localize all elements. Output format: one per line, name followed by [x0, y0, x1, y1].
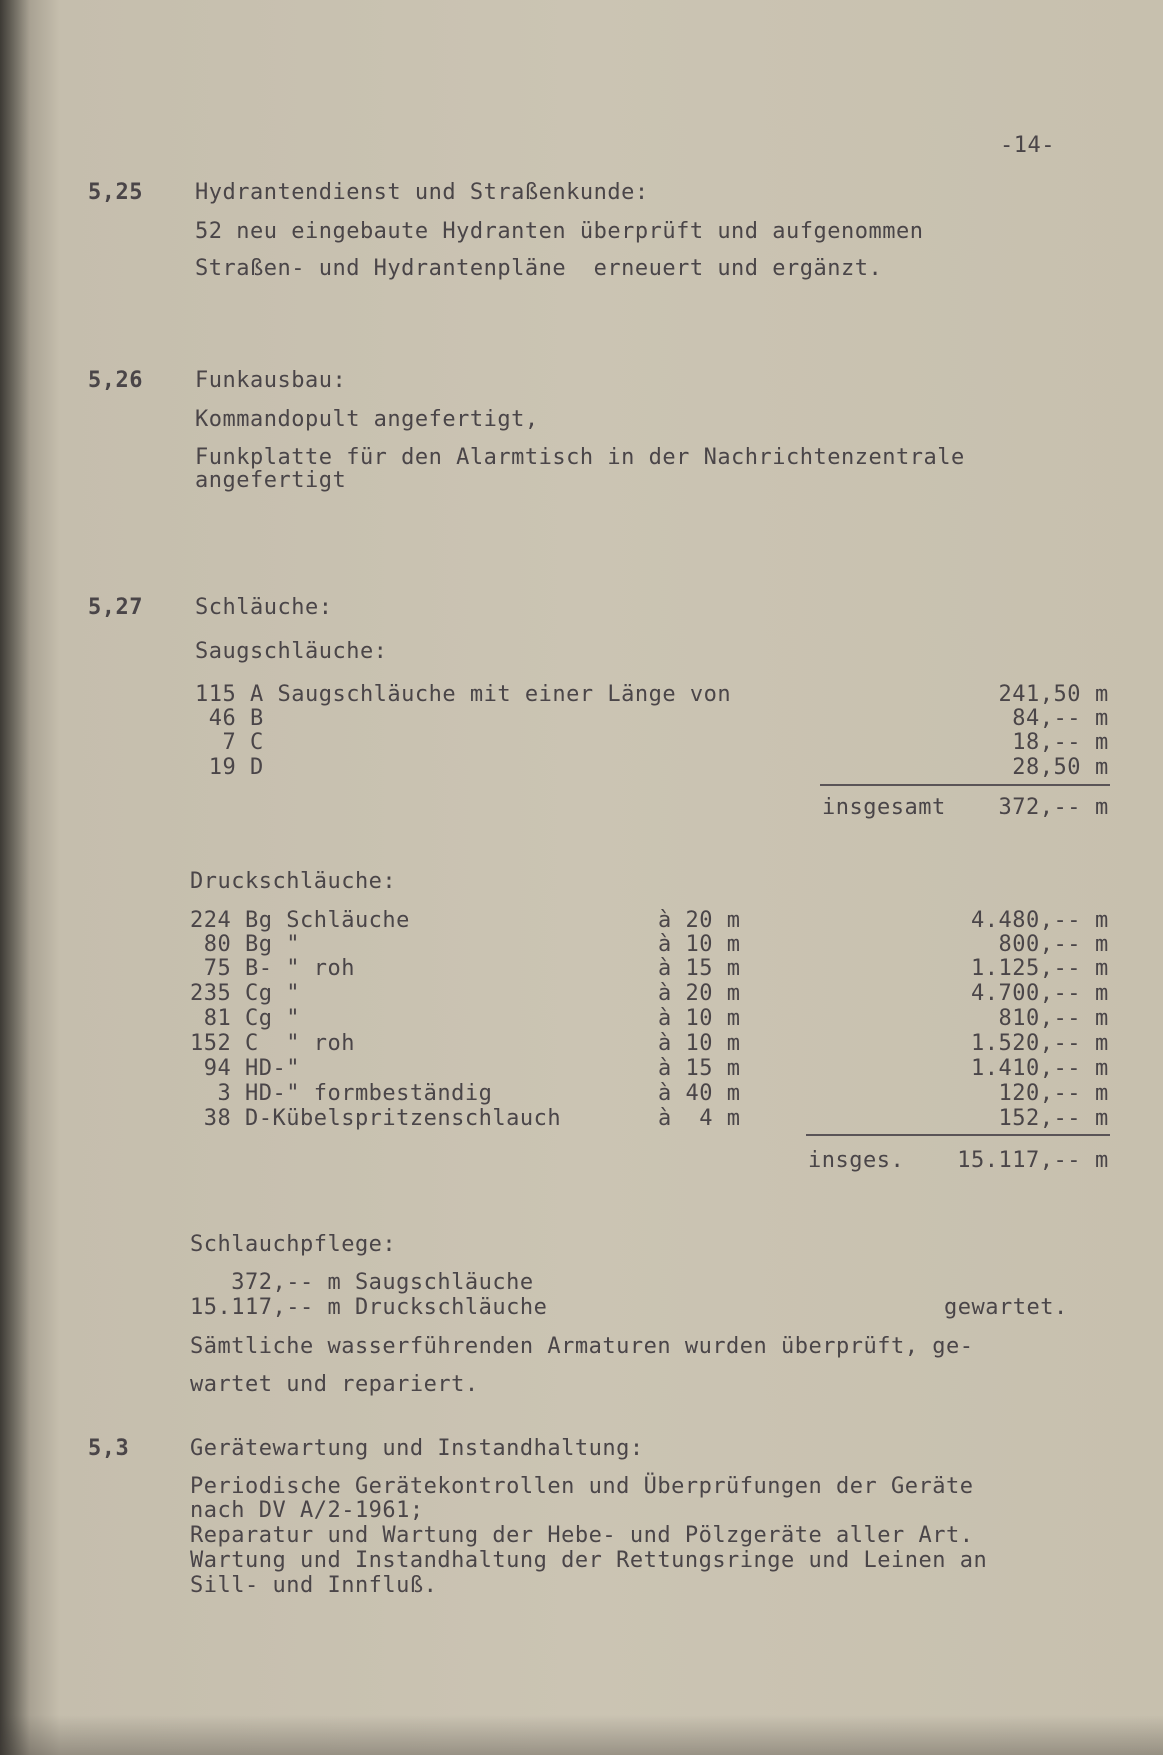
druck-row-amount: 1.410,--	[971, 1056, 1081, 1081]
druck-row-unit: m	[1095, 932, 1109, 957]
druck-row-unit: m	[1095, 1056, 1109, 1081]
saug-total-amount: 372,--	[998, 795, 1081, 820]
saug-row-amount: 18,--	[1012, 730, 1081, 755]
druck-row-amount: 152,--	[998, 1106, 1081, 1131]
section-number-5-3: 5,3	[88, 1436, 130, 1461]
druck-sum-line	[806, 1134, 1110, 1136]
section-number-5-26: 5,26	[88, 368, 143, 393]
section-heading-5-26: Funkausbau:	[195, 368, 347, 393]
druck-row-each: à 15 m	[658, 956, 741, 981]
druck-row-amount: 810,--	[998, 1006, 1081, 1031]
saug-total-label: insgesamt	[822, 795, 946, 820]
saug-row-unit: m	[1095, 755, 1109, 780]
druck-row-unit: m	[1095, 1106, 1109, 1131]
section-number-5-25: 5,25	[88, 180, 143, 205]
section-line: 52 neu eingebaute Hydranten überprüft und aufgenommen	[195, 219, 924, 244]
druck-total-amount: 15.117,--	[957, 1148, 1081, 1173]
druck-row-each: à 20 m	[658, 981, 741, 1006]
druck-row-amount: 4.480,--	[971, 908, 1081, 933]
druck-total-label: insges.	[808, 1148, 905, 1173]
section-line: Funkplatte für den Alarmtisch in der Nachrichtenzentrale	[195, 445, 965, 470]
saug-row-desc: 19 D	[195, 755, 264, 780]
section-line: Sill- und Innfluß.	[190, 1573, 438, 1598]
druck-row-unit: m	[1095, 1006, 1109, 1031]
druck-heading: Druckschläuche:	[190, 869, 397, 894]
pflege-line: 15.117,-- m Druckschläuche	[190, 1295, 548, 1320]
page-number: -14-	[1000, 133, 1055, 158]
section-line: angefertigt	[195, 468, 347, 493]
saug-row-amount: 241,50	[998, 682, 1081, 707]
saug-row-desc: 115 A Saugschläuche mit einer Länge von	[195, 682, 732, 707]
section-line: Reparatur und Wartung der Hebe- und Pölzgeräte aller Art.	[190, 1523, 974, 1548]
saug-row-unit: m	[1095, 682, 1109, 707]
druck-row-each: à 15 m	[658, 1056, 741, 1081]
druck-row-unit: m	[1095, 908, 1109, 933]
section-line: Straßen- und Hydrantenpläne erneuert und ergänzt.	[195, 256, 883, 281]
druck-row-each: à 40 m	[658, 1081, 741, 1106]
pflege-gewartet: gewartet.	[944, 1295, 1068, 1320]
section-line: nach DV A/2-1961;	[190, 1498, 424, 1523]
druck-row-desc: 75 B- " roh	[190, 956, 355, 981]
druck-row-amount: 800,--	[998, 932, 1081, 957]
druck-row-unit: m	[1095, 1031, 1109, 1056]
druck-row-each: à 10 m	[658, 1006, 741, 1031]
druck-row-desc: 94 HD-"	[190, 1056, 300, 1081]
section-line: Periodische Gerätekontrollen und Überprüfungen der Geräte	[190, 1474, 974, 1499]
druck-row-unit: m	[1095, 956, 1109, 981]
saug-total-unit: m	[1095, 795, 1109, 820]
druck-row-desc: 81 Cg "	[190, 1006, 300, 1031]
saug-row-amount: 84,--	[1012, 706, 1081, 731]
section-heading-5-25: Hydrantendienst und Straßenkunde:	[195, 180, 649, 205]
druck-row-each: à 10 m	[658, 1031, 741, 1056]
section-line: Kommandopult angefertigt,	[195, 407, 539, 432]
druck-row-unit: m	[1095, 1081, 1109, 1106]
druck-row-desc: 224 Bg Schläuche	[190, 908, 410, 933]
saug-row-unit: m	[1095, 730, 1109, 755]
pflege-line: wartet und repariert.	[190, 1372, 479, 1397]
druck-row-each: à 10 m	[658, 932, 741, 957]
section-heading-5-27: Schläuche:	[195, 595, 333, 620]
pflege-line: Sämtliche wasserführenden Armaturen wurden überprüft, ge-	[190, 1334, 974, 1359]
druck-row-desc: 152 C " roh	[190, 1031, 355, 1056]
saug-row-amount: 28,50	[1012, 755, 1081, 780]
druck-row-each: à 20 m	[658, 908, 741, 933]
druck-row-amount: 120,--	[998, 1081, 1081, 1106]
section-number-5-27: 5,27	[88, 595, 143, 620]
druck-row-desc: 38 D-Kübelspritzenschlauch	[190, 1106, 562, 1131]
druck-row-amount: 1.520,--	[971, 1031, 1081, 1056]
druck-row-desc: 80 Bg "	[190, 932, 300, 957]
saug-row-unit: m	[1095, 706, 1109, 731]
druck-total-unit: m	[1095, 1148, 1109, 1173]
saug-heading: Saugschläuche:	[195, 639, 388, 664]
section-heading-5-3: Gerätewartung und Instandhaltung:	[190, 1436, 644, 1461]
pflege-heading: Schlauchpflege:	[190, 1232, 397, 1257]
druck-row-each: à 4 m	[658, 1106, 741, 1131]
saug-row-desc: 46 B	[195, 706, 264, 731]
pflege-line: 372,-- m Saugschläuche	[190, 1270, 534, 1295]
druck-row-desc: 3 HD-" formbeständig	[190, 1081, 493, 1106]
druck-row-desc: 235 Cg "	[190, 981, 300, 1006]
saug-row-desc: 7 C	[195, 730, 264, 755]
section-line: Wartung und Instandhaltung der Rettungsringe und Leinen an	[190, 1548, 988, 1573]
druck-row-amount: 1.125,--	[971, 956, 1081, 981]
saug-sum-line	[820, 784, 1110, 786]
druck-row-amount: 4.700,--	[971, 981, 1081, 1006]
druck-row-unit: m	[1095, 981, 1109, 1006]
